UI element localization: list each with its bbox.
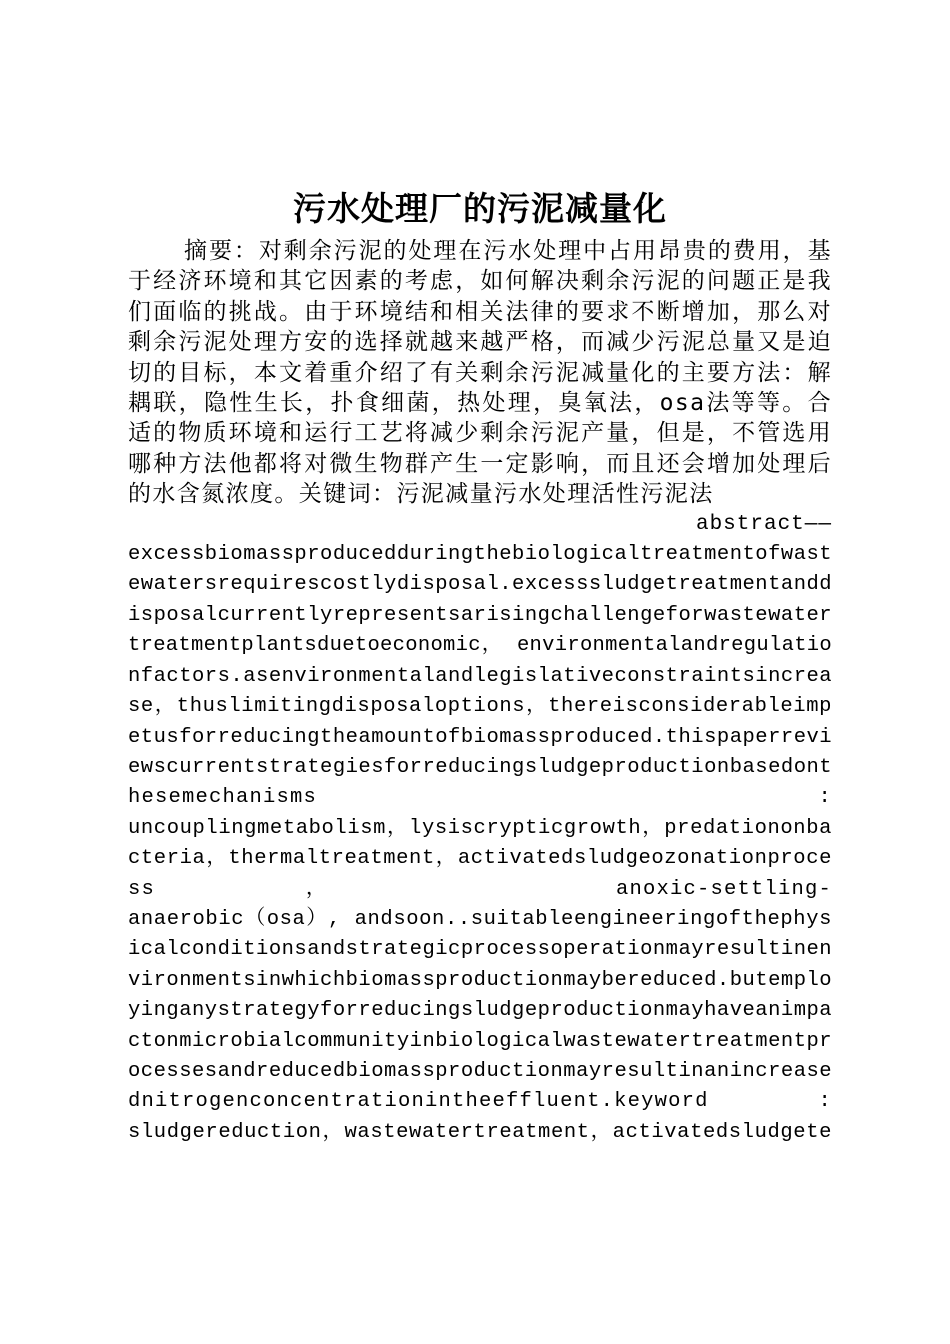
abstract-english-line: cteria，thermaltreatment，activatedsludgeozonationproce	[128, 847, 832, 871]
abstract-english-line: anaerobic（osa）, andsoon..suitableengineeringofthephys	[128, 907, 832, 931]
abstract-chinese: 摘要：对剩余污泥的处理在污水处理中占用昂贵的费用，基于经济环境和其它因素的考虑，如何解决剩余污泥的问题正是我们面临的挑战。由于环境结和相关法律的要求不断增加，那么对剩余污泥处理方安的选择就越来越严格，而减少污泥总量又是迫切的目标，本文着重介绍了有关剩余污泥减量化的主要方法：解耦联，隐性生长，扑食细菌，热处理，臭氧法，osa法等等。合适的物质环境和运行工艺将减少剩余污泥产量，但是，不管选用哪种方法他都将对微生物群产生一定影响，而且还会增加处理后的水含氮浓度。关键词：污泥减量污水处理活性污泥法	[128, 238, 832, 508]
abstract-english-line: nfactors.asenvironmentalandlegislativeconstraintsincrea	[128, 664, 832, 688]
abstract-english-line: hesemechanisms :	[128, 786, 832, 810]
document-page	[128, 186, 832, 1148]
abstract-english-line: ocessesandreducedbiomassproductionmayresultinanincrease	[128, 1059, 832, 1083]
abstract-english	[128, 540, 832, 1148]
abstract-english-line: ewatersrequirescostlydisposal.excesssludgetreatmentandd	[128, 573, 832, 597]
abstract-english-line: isposalcurrentlyrepresentsarisingchallengeforwastewater	[128, 603, 832, 627]
abstract-english-line: ss ， anoxic-settling-	[128, 877, 832, 901]
abstract-english-line: ctonmicrobialcommunityinbiologicalwastewatertreatmentpr	[128, 1029, 832, 1053]
abstract-english-heading: abstract——	[695, 512, 832, 536]
document-title: 污水处理厂的污泥减量化	[293, 189, 667, 228]
abstract-english-line: yinganystrategyforreducingsludgeproductionmayhaveanimpa	[128, 999, 832, 1023]
abstract-english-line: etusforreducingtheamountofbiomassproduced.thispaperrevi	[128, 725, 832, 749]
abstract-english-line: dnitrogenconcentrationintheeffluent.keyword :	[128, 1090, 832, 1114]
abstract-english-line: sludgereduction，wastewatertreatment，activatedsludgete	[128, 1120, 832, 1144]
abstract-english-line: treatmentplantsduetoeconomic， environmentalandregulatio	[128, 634, 832, 658]
abstract-english-line: uncouplingmetabolism，lysiscrypticgrowth，predationonba	[128, 816, 832, 840]
abstract-english-line: vironmentsinwhichbiomassproductionmaybereduced.butemplo	[128, 968, 832, 992]
abstract-english-line: ewscurrentstrategiesforreducingsludgeproductionbasedont	[128, 755, 832, 779]
abstract-english-line: se，thuslimitingdisposaloptions，thereisconsiderableimp	[128, 695, 832, 719]
abstract-english-line: icalconditionsandstrategicprocessoperationmayresultinen	[128, 938, 832, 962]
abstract-english-line: excessbiomassproducedduringthebiologicaltreatmentofwast	[128, 543, 832, 567]
